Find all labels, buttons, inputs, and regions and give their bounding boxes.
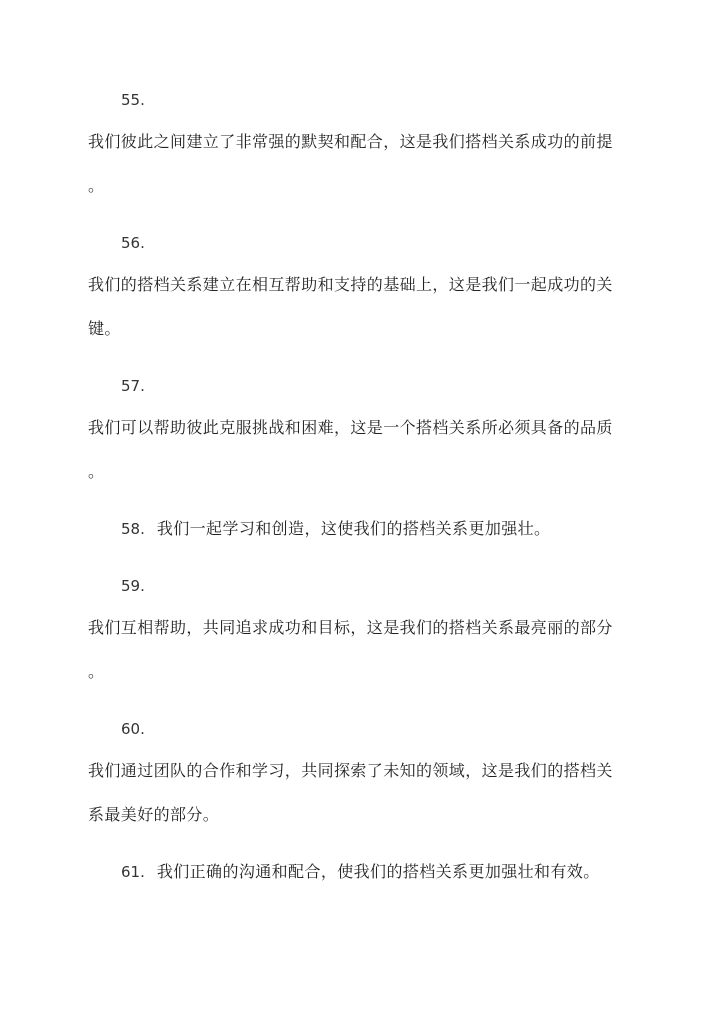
item-text-60-line-1: 我们通过团队的合作和学习，共同探索了未知的领域，这是我们的搭档关 [88,761,613,780]
item-text-56-line-1: 我们的搭档关系建立在相互帮助和支持的基础上，这是我们一起成功的关 [88,275,613,294]
item-text-57-line-1: 我们可以帮助彼此克服挑战和困难，这是一个搭档关系所必须具备的品质 [88,418,613,437]
item-text-59-line-2: 。 [88,662,105,681]
item-58 [121,519,550,539]
item-text-58: 我们一起学习和创造，这使我们的搭档关系更加强壮。 [156,519,551,538]
item-text-56-line-2: 键。 [88,319,121,338]
item-number-57: 57. [121,377,145,395]
item-number-55: 55. [121,91,145,109]
item-number-59: 59. [121,577,145,595]
item-number-60: 60. [121,720,145,738]
item-text-59-line-1: 我们互相帮助，共同追求成功和目标，这是我们的搭档关系最亮丽的部分 [88,618,613,637]
item-text-55-line-1: 我们彼此之间建立了非常强的默契和配合，这是我们搭档关系成功的前提 [88,132,613,151]
item-number-58: 58. [121,520,145,538]
item-number-61: 61. [121,863,145,881]
item-61 [121,862,600,882]
item-number-56: 56. [121,234,145,252]
item-text-61: 我们正确的沟通和配合，使我们的搭档关系更加强壮和有效。 [156,862,600,881]
item-text-60-line-2: 系最美好的部分。 [88,805,220,824]
item-text-55-line-2: 。 [88,176,105,195]
item-text-57-line-2: 。 [88,462,105,481]
